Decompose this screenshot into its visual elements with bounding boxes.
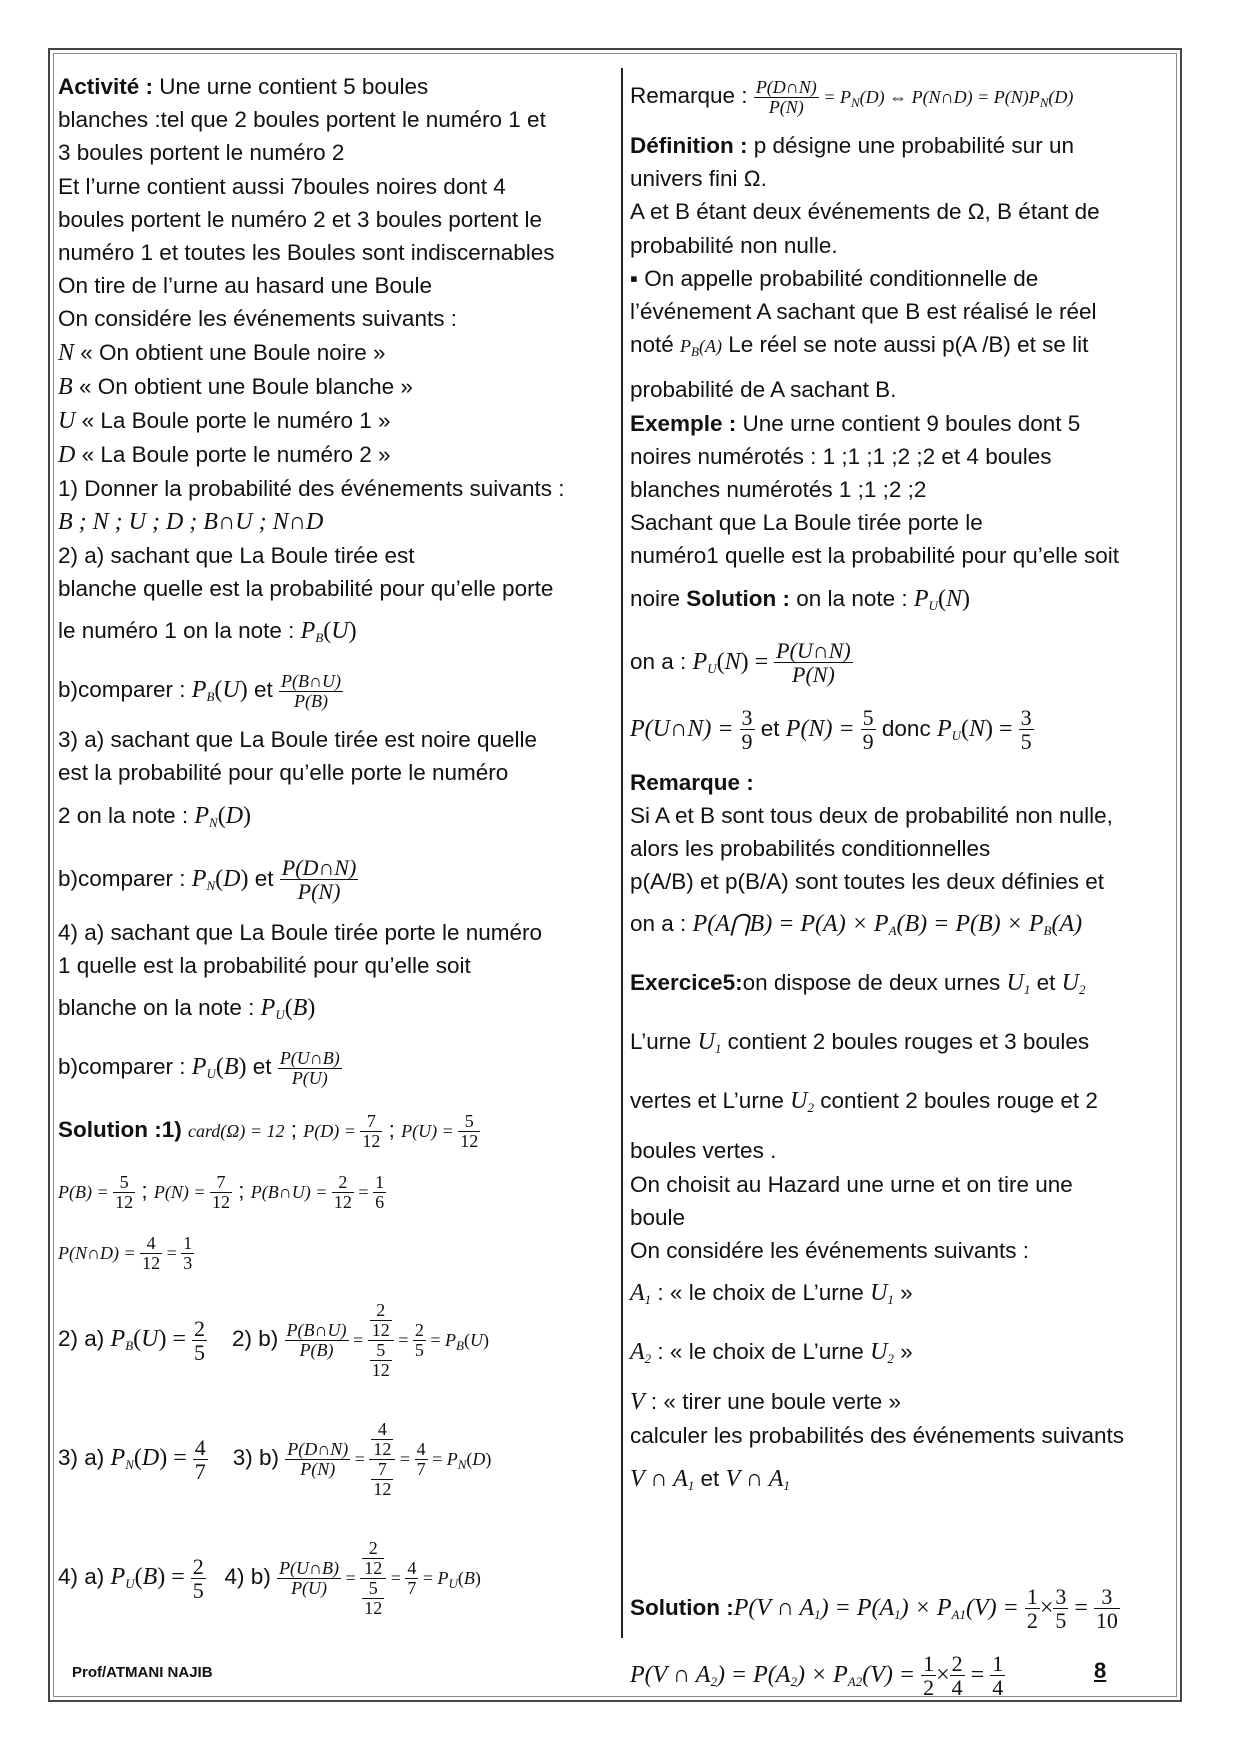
question-4a: 4) a) sachant que La Boule tirée porte le numéro <box>58 919 543 945</box>
fraction: $\frac{P(D\cap N)}{P(N)}$ <box>281 855 357 905</box>
solution-line-2: P(B) = $\frac{5}{12}$ ; P(N) = $\frac{7}{12}$ ; P(B∩U) = $\frac{2}{12}$ = $\frac{1}{6}$ <box>58 1171 385 1212</box>
solution-line-3: P(N∩D) = $\frac{4}{12}$ = $\frac{1}{3}$ <box>58 1232 193 1273</box>
text-line: Sachant que La Boule tirée porte le <box>630 510 983 536</box>
event-a1: $A_1$ : « le choix de L’urne $U_1$ » <box>630 1280 913 1308</box>
fraction: $\frac{2}{5}$ <box>194 1315 206 1365</box>
solution-2-line-1: Solution :P(V ∩ $A_1) = P(A_1) \times P_{A1}(V)$ = $\frac{1}{2}$ × $\frac{3}{5}$ = $\frac{3}{10}$ <box>630 1584 1118 1634</box>
fraction: $\frac{3}{9}$ <box>741 705 753 755</box>
text-line: blanche quelle est la probabilité pour qu’elle porte <box>58 576 554 602</box>
solution-line-3ab: 3) a) $P_N(D)$ = $\frac{4}{7}$ 3) b) $\frac{P(D\cap N)}{P(N)}$ = $\frac{\frac{4}{12}}{\frac{7}{12}}$ = $\frac{4}{7}$ = $P_N(D)$ <box>58 1418 492 1499</box>
text-line: noire Solution : on la note : $P_U(N)$ <box>630 585 970 613</box>
definition-label: Définition : <box>630 133 748 158</box>
text-line: probabilité non nulle. <box>630 232 838 258</box>
event-u: U « La Boule porte le numéro 1 » <box>58 408 391 435</box>
fraction: $\frac{2}{5}$ <box>414 1319 424 1360</box>
text-line: ▪ On appelle probabilité conditionnelle de <box>630 265 1039 291</box>
fraction: $\frac{\frac{2}{12}}{\frac{5}{12}}$ <box>360 1539 386 1618</box>
fraction: $\frac{1}{3}$ <box>183 1232 193 1273</box>
fraction: $\frac{P(B\cap U)}{P(B)}$ <box>286 1319 347 1360</box>
fraction: $\frac{7}{12}$ <box>212 1171 231 1212</box>
text-line: alors les probabilités conditionnelles <box>630 836 991 862</box>
fraction: $\frac{4}{12}$ <box>142 1232 161 1273</box>
fraction: $\frac{2}{5}$ <box>192 1553 204 1603</box>
fraction: $\frac{P(D\cap N)}{P(N)}$ <box>755 76 817 117</box>
text-line: A et B étant deux événements de Ω, B étant de <box>630 199 1100 225</box>
example-label: Exemple : <box>630 410 737 436</box>
text-line: boules portent le numéro 2 et 3 boules portent le <box>58 206 543 232</box>
page-number: 8 <box>1094 1658 1107 1683</box>
fraction: $\frac{P(D\cap N)}{P(N)}$ <box>287 1438 349 1479</box>
fraction: $\frac{4}{7}$ <box>407 1557 417 1598</box>
activity-line: Activité : Une urne contient 5 boules <box>58 74 429 99</box>
question-4b: b)comparer : $P_U(B)$ et $\frac{P(U\cap B)}{P(U)}$ <box>58 1047 340 1088</box>
fraction: $\frac{3}{5}$ <box>1055 1584 1067 1634</box>
question-2b: b)comparer : $P_B(U)$ et $\frac{P(B\cap U)}{P(B)}$ <box>58 670 342 711</box>
question-3b: b)comparer : $P_N(D)$ et $\frac{P(D\cap N)}{P(N)}$ <box>58 855 357 905</box>
text-line: Si A et B sont tous deux de probabilité non nulle, <box>630 802 1113 828</box>
text-line: blanches numérotés 1 ;1 ;2 ;2 <box>630 477 927 503</box>
text-line: On tire de l’urne au hasard une Boule <box>58 273 432 299</box>
event-d: D « La Boule porte le numéro 2 » <box>58 442 391 469</box>
solution-line-1: Solution :1) card(Ω) = 12 ; P(D) = $\frac{7}{12}$ ; P(U) = $\frac{5}{12}$ <box>58 1110 479 1151</box>
fraction: $\frac{2}{4}$ <box>951 1651 963 1701</box>
text-line: On considére les événements suivants : <box>58 306 457 332</box>
event-n: N « On obtient une Boule noire » <box>58 339 386 366</box>
example-formula: on a : $P_U(N)$ = $\frac{P(U\cap N)}{P(N)}$ <box>630 638 851 688</box>
text-line: On choisit au Hazard une urne et on tire une <box>630 1171 1073 1197</box>
text-line: l’événement A sachant que B est réalisé le réel <box>630 299 1097 325</box>
text-line: 3 boules portent le numéro 2 <box>58 140 345 166</box>
fraction: $\frac{P(U\cap B)}{P(U)}$ <box>279 1047 340 1088</box>
text-line: numéro1 quelle est la probabilité pour qu’elle soit <box>630 543 1120 569</box>
left-column <box>58 70 618 1640</box>
question-1: 1) Donner la probabilité des événements suivants : <box>58 476 565 502</box>
fraction: $\frac{4}{7}$ <box>416 1438 426 1479</box>
text-line: 1 quelle est la probabilité pour qu’elle soit <box>58 952 471 978</box>
text-line: vertes et L’urne $U_2$ contient 2 boules rouge et 2 <box>630 1088 1098 1116</box>
fraction: $\frac{4}{7}$ <box>194 1434 206 1484</box>
right-column <box>630 70 1175 1712</box>
remark-1: Remarque : $\frac{P(D\cap N)}{P(N)}$ = $P_N(D)$ ⇔ P(N∩D) = $P(N)P_N(D)$ <box>630 76 1074 117</box>
text-line: boules vertes . <box>630 1138 777 1164</box>
exercise-label: Exercice5: <box>630 970 743 996</box>
fraction: $\frac{P(U\cap N)}{P(N)}$ <box>776 638 851 688</box>
fraction: $\frac{1}{2}$ <box>1026 1584 1038 1634</box>
fraction: $\frac{5}{12}$ <box>115 1171 134 1212</box>
fraction: $\frac{2}{12}$ <box>333 1171 352 1212</box>
question-1-events: B ; N ; U ; D ; B∩U ; N∩D <box>58 508 324 535</box>
solution-line-2ab: 2) a) $P_B(U)$ = $\frac{2}{5}$ 2) b) $\frac{P(B\cap U)}{P(B)}$ = $\frac{\frac{2}{12}}{\frac{5}{12}}$ = $\frac{2}{5}$ = $P_B(U)$ <box>58 1299 489 1380</box>
fraction: $\frac{1}{6}$ <box>375 1171 385 1212</box>
footer-author: Prof/ATMANI NAJIB <box>72 1664 213 1681</box>
fraction: $\frac{3}{10}$ <box>1095 1584 1118 1634</box>
column-divider <box>621 68 623 1638</box>
text-line: est la probabilité pour qu’elle porte le numéro <box>58 760 509 786</box>
text-line: p(A/B) et p(B/A) sont toutes les deux définies et <box>630 869 1104 895</box>
fraction: $\frac{1}{4}$ <box>992 1651 1004 1701</box>
solution-line-4ab: 4) a) $P_U(B)$ = $\frac{2}{5}$ 4) b) $\frac{P(U\cap B)}{P(U)}$ = $\frac{\frac{2}{12}}{\frac{5}{12}}$ = $\frac{4}{7}$ = $P_U(B)$ <box>58 1537 481 1618</box>
event-v: V : « tirer une boule verte » <box>630 1389 902 1416</box>
text-line: boule <box>630 1204 686 1230</box>
text-line: numéro 1 et toutes les Boules sont indiscernables <box>58 240 555 266</box>
fraction: $\frac{\frac{4}{12}}{\frac{7}{12}}$ <box>369 1420 395 1499</box>
fraction: $\frac{3}{5}$ <box>1020 705 1032 755</box>
event-a2: $A_2$ : « le choix de L’urne $U_2$ » <box>630 1339 913 1367</box>
text-line: On considére les événements suivants : <box>630 1238 1029 1264</box>
text-line: probabilité de A sachant B. <box>630 377 897 403</box>
text-line: Et l’urne contient aussi 7boules noires dont 4 <box>58 173 506 199</box>
fraction: $\frac{P(B\cap U)}{P(B)}$ <box>281 670 342 711</box>
text-line: calculer les probabilités des événements suivants <box>630 1423 1125 1449</box>
exercise-line: Exercice5:on dispose de deux urnes $U_1$ et $U_2$ <box>630 970 1086 998</box>
remark-2-label: Remarque : <box>630 769 754 795</box>
spacer <box>630 1512 1175 1578</box>
question-3a: 3) a) sachant que La Boule tirée est noire quelle <box>58 727 538 753</box>
remark-2-formula: on a : P(A⋂B) = $P(A) \times P_A(B) = P(B) \times P_B(A)$ <box>630 911 1083 939</box>
fraction: $\frac{5}{12}$ <box>460 1110 479 1151</box>
text-line: 2 on la note : $P_N(D)$ <box>58 802 252 830</box>
text-line: le numéro 1 on la note : $P_B(U)$ <box>58 618 357 646</box>
fraction: $\frac{P(U\cap B)}{P(U)}$ <box>279 1557 340 1598</box>
question-2a: 2) a) sachant que La Boule tirée est <box>58 542 415 568</box>
text-line: blanche on la note : $P_U(B)$ <box>58 995 316 1023</box>
text-line: noté $P_B(A)$ Le réel se note aussi p(A /B) et se lit <box>630 332 1089 360</box>
text-line: V ∩ $A_1$ et V ∩ $A_1$ <box>630 1465 790 1493</box>
text-line: noires numérotés : 1 ;1 ;1 ;2 ;2 et 4 boules <box>630 443 1052 469</box>
text-line: blanches :tel que 2 boules portent le numéro 1 et <box>58 107 546 133</box>
definition-line: Définition : p désigne une probabilité sur un <box>630 133 1074 158</box>
fraction: $\frac{5}{9}$ <box>862 705 874 755</box>
example-values: P(U∩N) = $\frac{3}{9}$ et P(N) = $\frac{5}{9}$ donc $P_U(N)$ = $\frac{3}{5}$ <box>630 705 1032 755</box>
activity-label: Activité : <box>58 74 154 99</box>
fraction: $\frac{1}{2}$ <box>923 1651 935 1701</box>
fraction: $\frac{\frac{2}{12}}{\frac{5}{12}}$ <box>368 1301 394 1380</box>
text-line: univers fini Ω. <box>630 166 767 192</box>
event-b: B « On obtient une Boule blanche » <box>58 373 413 400</box>
text-line: L’urne $U_1$ contient 2 boules rouges et 3 boules <box>630 1029 1090 1057</box>
fraction: $\frac{7}{12}$ <box>362 1110 381 1151</box>
solution-2-line-2: P(V ∩ $A_2) = P(A_2) \times P_{A2}(V)$ = $\frac{1}{2}$ × $\frac{2}{4}$ = $\frac{1}{4}$ <box>630 1651 1004 1701</box>
example-line: Exemple : Une urne contient 9 boules dont 5 <box>630 410 1081 436</box>
